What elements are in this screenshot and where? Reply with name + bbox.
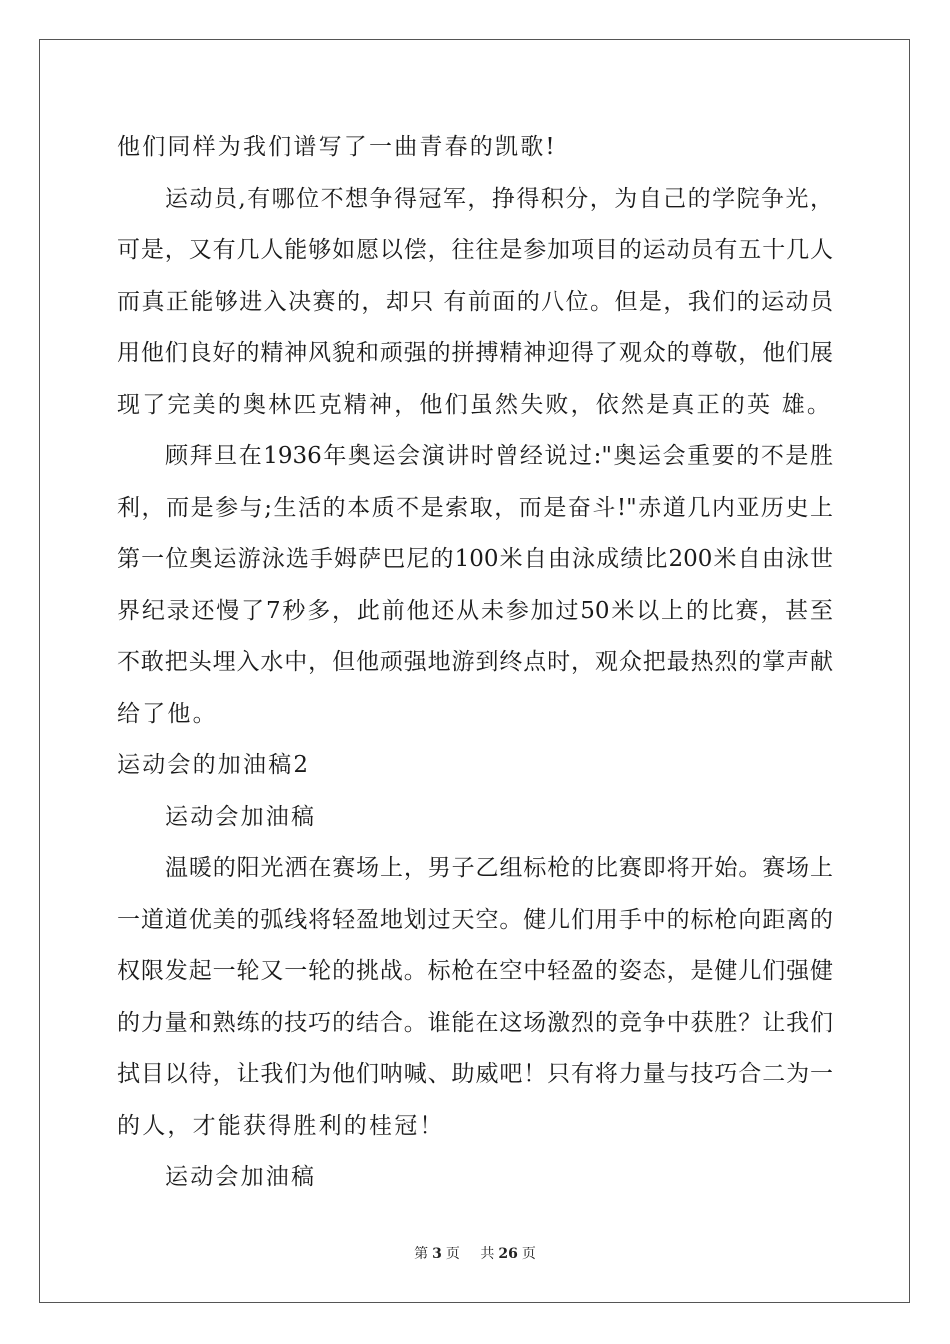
text-line: 温暖的阳光洒在赛场上，男子乙组标枪的比赛即将开始。赛场上 <box>165 855 833 881</box>
total-prefix: 共 <box>480 1246 495 1262</box>
text-line: 运动员,有哪位不想争得冠军，挣得积分，为自己的学院争光， <box>165 185 833 212</box>
text-line: 的力量和熟练的技巧的结合。谁能在这场激烈的竞争中获胜？让我们 <box>117 1009 833 1036</box>
total-indicator <box>476 1246 539 1262</box>
subheading: 运动会加油稿 <box>165 1164 317 1190</box>
text-line: 拭目以待，让我们为他们呐喊、助威吧！只有将力量与技巧合二为一 <box>117 1061 833 1087</box>
text-line: 的人，才能获得胜利的桂冠！ <box>117 1112 445 1139</box>
section-heading: 运动会的加油稿2 <box>117 752 311 778</box>
document-body <box>117 127 833 1209</box>
subheading: 运动会加油稿 <box>165 803 317 830</box>
text-line: 界纪录还慢了7秒多，此前他还从未参加过50米以上的比赛，甚至 <box>117 597 833 624</box>
text-line: 利，而是参与;生活的本质不是索取，而是奋斗!"赤道几内亚历史上 <box>117 494 833 521</box>
page-footer <box>0 1243 950 1263</box>
page-indicator <box>410 1246 464 1262</box>
text-line: 不敢把头埋入水中，但他顽强地游到终点时，观众把最热烈的掌声献 <box>117 649 833 675</box>
text-line: 权限发起一轮又一轮的挑战。标枪在空中轻盈的姿态，是健儿们强健 <box>117 958 833 984</box>
page-number: 3 <box>432 1246 442 1262</box>
text-line: 现了完美的奥林匹克精神，他们虽然失败，依然是真正的英 雄。 <box>117 391 833 418</box>
text-line: 一道道优美的弧线将轻盈地划过天空。健儿们用手中的标枪向距离的 <box>117 906 833 933</box>
total-pages: 26 <box>498 1246 518 1262</box>
text-line: 顾拜旦在1936年奥运会演讲时曾经说过:"奥运会重要的不是胜 <box>165 443 833 469</box>
total-suffix: 页 <box>521 1246 536 1262</box>
text-line: 他们同样为我们谱写了一曲青春的凯歌! <box>117 134 557 160</box>
text-line: 第一位奥运游泳选手姆萨巴尼的100米自由泳成绩比200米自由泳世 <box>117 546 833 572</box>
page-prefix: 第 <box>414 1246 429 1262</box>
text-line: 给了他。 <box>117 700 218 727</box>
text-line: 用他们良好的精神风貌和顽强的拼搏精神迎得了观众的尊敬，他们展 <box>117 340 833 366</box>
text-line: 可是，又有几人能够如愿以偿，往往是参加项目的运动员有五十几人 <box>117 237 833 263</box>
text-line: 而真正能够进入决赛的，却只 有前面的八位。但是，我们的运动员 <box>117 288 833 315</box>
page-suffix: 页 <box>445 1246 460 1262</box>
